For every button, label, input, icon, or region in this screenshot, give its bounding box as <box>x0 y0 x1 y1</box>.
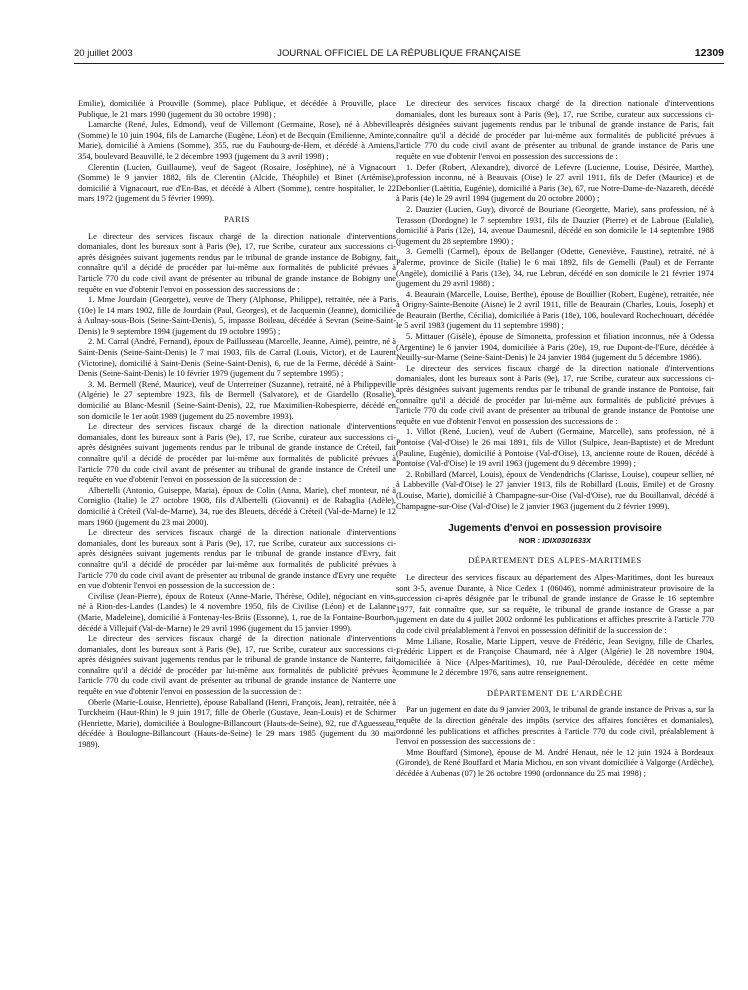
paragraph: Le directeur des services fiscaux chargé de la direction nationale d'interventions domaniales, dont les bureaux sont à Paris (9e), 17, rue Scribe, curateur aux successions ci-après désignées suivant jugements rendus par le tribunal de grande instance de Nanterre, fait connaître qu'il a décidé de procéder par lui-même aux formalités de publicité prévues à l'article 770 du code civil avant de présenter au tribunal de grande instance de Nanterre une requête en vue d'obtenir l'envoi en possession de la succession de : <box>78 634 396 697</box>
paragraph: 2. M. Carral (André, Fernand), époux de Paillusseau (Marcelle, Jeanne, Aimé), peintre, né à Saint-Denis (Seine-Saint-Denis) le 7 mai 1903, fils de Carral (Louis, Victor), et de Laurent (Victorine), domicilié à Saint-Denis (Seine-Saint-Denis), 6, rue de la Ferme, décédé à Saint-Denis (Seine-Saint-Denis) le 10 février 1979 (jugement du 7 septembre 1995) ; <box>78 337 396 379</box>
paragraph: Le directeur des services fiscaux chargé de la direction nationale d'interventions domaniales, dont les bureaux sont à Paris (9e), 17, rue Scribe, curateur aux successions ci-après désignées suivant jugements rendus par le tribunal de grande instance de Pontoise, fait connaître qu'il a décidé de procéder par lui-même aux formalités de publicité prévues à l'article 770 du code civil avant de présenter au tribunal de grande instance de Pontoise une requête en vue d'obtenir l'envoi en possession des successions de : <box>396 363 714 426</box>
paragraph: 1. Defer (Robert, Alexandre), divorcé de Lefevre (Lucienne, Louise, Désirée, Marthe), profession inconnu, né à Beauvais (Oise) le 27 avril 1911, fils de Defer (Maurice) et de Debonlier (Laëtitia, Eugénie), domicilié à Paris (3e), 67, rue Notre-Dame-de-Nazareth, décédé à Paris (4e) le 29 avril 1994 (jugement du 20 octobre 2000) ; <box>396 162 714 204</box>
page-number: 12309 <box>694 47 724 59</box>
paragraph: Par un jugement en date du 9 janvier 2003, le tribunal de grande instance de Privas a, sur la requête de la direction générale des impôts (service des affaires foncières et domaniales), ordonné les publications et affiches prescrites à l'article 770 du code civil, préalablement à l'envoi en possession des successions de : <box>396 705 714 747</box>
paragraph: Oberle (Marie-Louise, Henriette), épouse Raballand (Henri, François, Jean), retraitée, née à Turckheim (Haut-Rhin) le 9 juin 1917, fille de Oberle (Gustave, Jean-Louis) et de Schirmer (Henriette, Marie), domiciliée à Boulogne-Billancourt (Hauts-de-Seine), 92, rue d'Aguesseau, décédée à Boulogne-Billancourt (Hauts-de-Seine) le 29 mars 1985 (jugement du 30 mai 1989). <box>78 697 396 750</box>
paragraph: Lamarche (René, Jules, Edmond), veuf de Villemont (Germaine, Rose), né à Abbeville (Somme) le 10 juin 1904, fils de Lamarche (Eugène, Léon) et de Becquin (Emilienne, Aminte, Marie), domicilié à Amiens (Somme), 355, rue du Faubourg-de-Hem, et décédé à Amiens, 354, boulevard Beauvillé, le 2 décembre 1993 (jugement du 3 avril 1998) ; <box>78 120 396 161</box>
section-heading-alpes-maritimes: DÉPARTEMENT DES ALPES-MARITIMES <box>468 556 642 566</box>
paragraph: Albertelli (Antonio, Guiseppe, Maria), époux de Colin (Anna, Marie), chef monteur, né à Corniglio (Italie) le 27 octobre 1908, fils d'Albertelli (Giovanni) et de Rabaglia (Adèle), domicilié à Créteil (Val-de-Marne), 34, rue des Bleuets, décédé à Créteil (Val-de-Marne) le 12 mars 1960 (jugement du 23 mai 2000). <box>78 485 396 527</box>
paragraph: 3. Gemelli (Carmel), époux de Bellanger (Odette, Geneviève, Faustine), retraité, né à Palerme, province de Sicile (Italie) le 6 mai 1892, fils de Gemelli (Paul) et de Ferrante (Angèle), domicilié à Paris (13e), 34, rue Lebrun, décédé en son domicile le 21 février 1974 (jugement du 29 avril 1988) ; <box>396 247 714 289</box>
section-heading-jugements: Jugements d'envoi en possession provisoire <box>448 523 662 535</box>
paragraph: Le directeur des services fiscaux chargé de la direction nationale d'interventions domaniales, dont les bureaux sont à Paris (9e), 17, rue Scribe, curateur aux successions ci-après désignées suivant jugements rendus par le tribunal de grande instance d'Evry, fait connaître qu'il a décidé de procéder par lui-même aux formalités de publicité prévues à l'article 770 du code civil avant de présenter au tribunal de grande instance d'Evry une requête en vue d'obtenir l'envoi en possession de la succession de : <box>78 528 396 591</box>
paragraph: Le directeur des services fiscaux chargé de la direction nationale d'interventions domaniales, dont les bureaux sont à Paris (9e), 17, rue Scribe, curateur aux successions ci-après désignées suivant jugements rendus par le tribunal de grande instance de Bobigny, fait connaître qu'il a décidé de procéder par lui-même aux formalités de publicité prévues à l'article 770 du code civil avant de présenter au tribunal de grande instance de Bobigny une requête en vue d'obtenir l'envoi en possession des successions de : <box>78 231 396 294</box>
header-date: 20 juillet 2003 <box>74 48 133 59</box>
paragraph: Civilise (Jean-Pierre), époux de Roteux (Anne-Marie, Thérèse, Odile), négociant en vins, né à Rion-des-Landes (Landes) le 4 novembre 1950, fils de Civilise (Léon) et de Lalanne (Marie, Madeleine), domicilié à Fontenay-les-Briis (Essonne), 1, rue de la Fontaine-Bourbon, décédé à Villejuif (Val-de-Marne) le 29 avril 1996 (jugement du 15 janvier 1999). <box>78 591 396 633</box>
paragraph: Emilie), domiciliée à Prouville (Somme), place Publique, et décédée à Prouville, place Publique, le 21 mars 1990 (jugement du 30 octobre 1998) ; <box>78 99 396 119</box>
nor-code: IDIX0301633X <box>542 535 592 545</box>
page-header <box>74 47 724 64</box>
paragraph: 1. Villot (René, Lucien), veuf de Aubert (Germaine, Marcelle), sans profession, né à Pontoise (Val-d'Oise) le 26 mai 1891, fils de Villot (Sulpice, Jean-Baptiste) et de Mredunt (Pauline, Eugénie), domicilié à Pontoise (Val-d'Oise), 13, ancienne route de Rouen, décédé à Pontoise (Val-d'Oise) le 19 avril 1963 (jugement du 9 décembre 1999) ; <box>396 427 714 469</box>
paragraph: 2. Robillard (Marcel, Louis), époux de Vendendrichs (Clarisse, Louise), coupeur sellier, né à Labbeville (Val-d'Oise) le 27 janvier 1913, fils de Robillard (Louis, Emile) et de Grosny (Louise, Marie), domicilié à Champagne-sur-Oise (Val-d'Oise), rue du Bouillanval, décédé à Champagne-sur-Oise (Val-d'Oise) le 2 janvier 1963 (jugement du 2 février 1999). <box>396 469 714 511</box>
paragraph: Le directeur des services fiscaux chargé de la direction nationale d'interventions domaniales, dont les bureaux sont à Paris (9e), 17, rue Scribe, curateur aux successions ci-après désignées suivant jugements rendus par le tribunal de grande instance de Créteil, fait connaître qu'il a décidé de procéder par lui-même aux formalités de publicité prévues à l'article 770 du code civil avant de présenter au tribunal de grande instance de Créteil une requête en vue d'obtenir l'envoi en possession de la succession de : <box>78 422 396 485</box>
paragraph: Mme Bouffard (Simone), épouse de M. André Henaut, née le 12 juin 1924 à Bordeaux (Gironde), de René Bouffard et Maria Michou, en son vivant domiciliée à Valgorge (Ardèche), décédée à Aubenas (07) le 26 octobre 1990 (ordonnance du 25 mai 1998) ; <box>396 747 714 779</box>
paragraph: 1. Mme Jourdain (Georgette), veuve de Thery (Alphonse, Philippe), retraitée, née à Paris (10e) le 14 mars 1902, fille de Jourdain (Paul, Georges), et de Jacquemin (Jeanne), domiciliée à Aulnay-sous-Bois (Seine-Saint-Denis), 5, impasse Boileau, décédée à Sevran (Seine-Saint-Denis) le 9 septembre 1994 (jugement du 19 octobre 1995) ; <box>78 295 396 336</box>
left-column <box>78 99 396 751</box>
paragraph: Clerentin (Lucien, Guillaume), veuf de Sageot (Rosaire, Joséphine), né à Vignacourt (Somme) le 9 janvier 1882, fils de Clerentin (Alcide, Théophile) et Binet (Artémise), domicilié à Vignacourt, rue d'En-Bas, et décédé à Albert (Somme), centre hospitalier, le 22 mars 1972 (jugement du 5 février 1999). <box>78 162 396 204</box>
paragraph: Mme Liliane, Rosalie, Marie Lippert, veuve de Frédéric, Jean Sevigny, fille de Charles, Frédéric Lippert et de Françoise Chaumard, née à Alger (Algérie) le 28 novembre 1904, domiciliée à Nice (Alpes-Maritimes), 10, rue Paul-Déroulède, décédée en cette même commune le 2 décembre 1976, sans autre renseignement. <box>396 636 714 678</box>
paragraph: 4. Beaurain (Marcelle, Louise, Berthe), épouse de Bouillier (Robert, Eugène), retraitée, née à Origny-Sainte-Benoite (Aisne) le 2 avril 1911, fille de Beaurain (Charles, Louis, Joseph) et de Beaurain (Berthe, Cécilia), domiciliée à Paris (18e), 106, boulevard Rochechouart, décédée le 5 avril 1983 (jugement du 11 septembre 1998) ; <box>396 289 714 331</box>
paragraph: 3. M. Bermell (René, Maurice), veuf de Unterreiner (Suzanne), retraité, né à Philippeville (Algérie) le 27 septembre 1923, fils de Bermell (Salvatore), et de Giardello (Rosalie), domicilié au Blanc-Mesnil (Seine-Saint-Denis), 22, rue Maximilien-Robespierre, décédé en son domicile le 1er août 1989 (jugement du 25 novembre 1993). <box>78 379 396 421</box>
section-heading-paris: PARIS <box>224 214 250 224</box>
section-heading-ardeche: DÉPARTEMENT DE L'ARDÈCHE <box>487 688 623 698</box>
nor-reference <box>396 536 714 547</box>
paragraph: 5. Mittauer (Gisèle), épouse de Simonetta, profession et filiation inconnus, née à Odessa (Argentine) le 6 janvier 1904, domiciliée à Paris (20e), 19, rue Dupont-de-l'Eure, décédée à Neuilly-sur-Marne (Seine-Saint-Denis) le 24 janvier 1984 (jugement du 5 décembre 1986). <box>396 332 714 363</box>
nor-label: NOR : <box>518 535 541 545</box>
header-title: JOURNAL OFFICIEL DE LA RÉPUBLIQUE FRANÇAISE <box>277 48 521 59</box>
paragraph: 2. Dauzier (Lucien, Guy), divorcé de Bouriane (Georgette, Marie), sans profession, né à Terasson (Dordogne) le 7 septembre 1931, fils de Dauzier (Pierre) et de Labroue (Eulalie), domicilié à Paris (12e), 14, avenue Daumesnil, décédé en son domicile le 14 septembre 1988 (jugement du 28 septembre 1990) ; <box>396 204 714 246</box>
paragraph: Le directeur des services fiscaux au département des Alpes-Maritimes, dont les bureaux sont 3-5, avenue Durante, à Nice Cedex 1 (06046), nommé administrateur provisoire de la succession ci-après désignée par le tribunal de grande instance de Grasse le 16 septembre 1977, fait connaître que, sur sa requête, le tribunal de grande instance de Grasse a par jugement en date du 4 juillet 2002 ordonné les publications et affiches prescrite à l'article 770 du code civil préalablement à l'envoi en possession définitif de la succession de : <box>396 572 714 635</box>
paragraph: Le directeur des services fiscaux chargé de la direction nationale d'interventions domaniales, dont les bureaux sont à Paris (9e), 17, rue Scribe, curateur aux successions ci-après désignées suivant jugements rendus par le tribunal de grande instance de Paris, fait connaître qu'il a décidé de procéder par lui-même aux formalités de publicité prévues à l'article 770 du code civil avant de présenter au tribunal de grande instance de Paris une requête en vue d'obtenir l'envoi en possession des successions de : <box>396 99 714 161</box>
right-column <box>396 99 714 780</box>
